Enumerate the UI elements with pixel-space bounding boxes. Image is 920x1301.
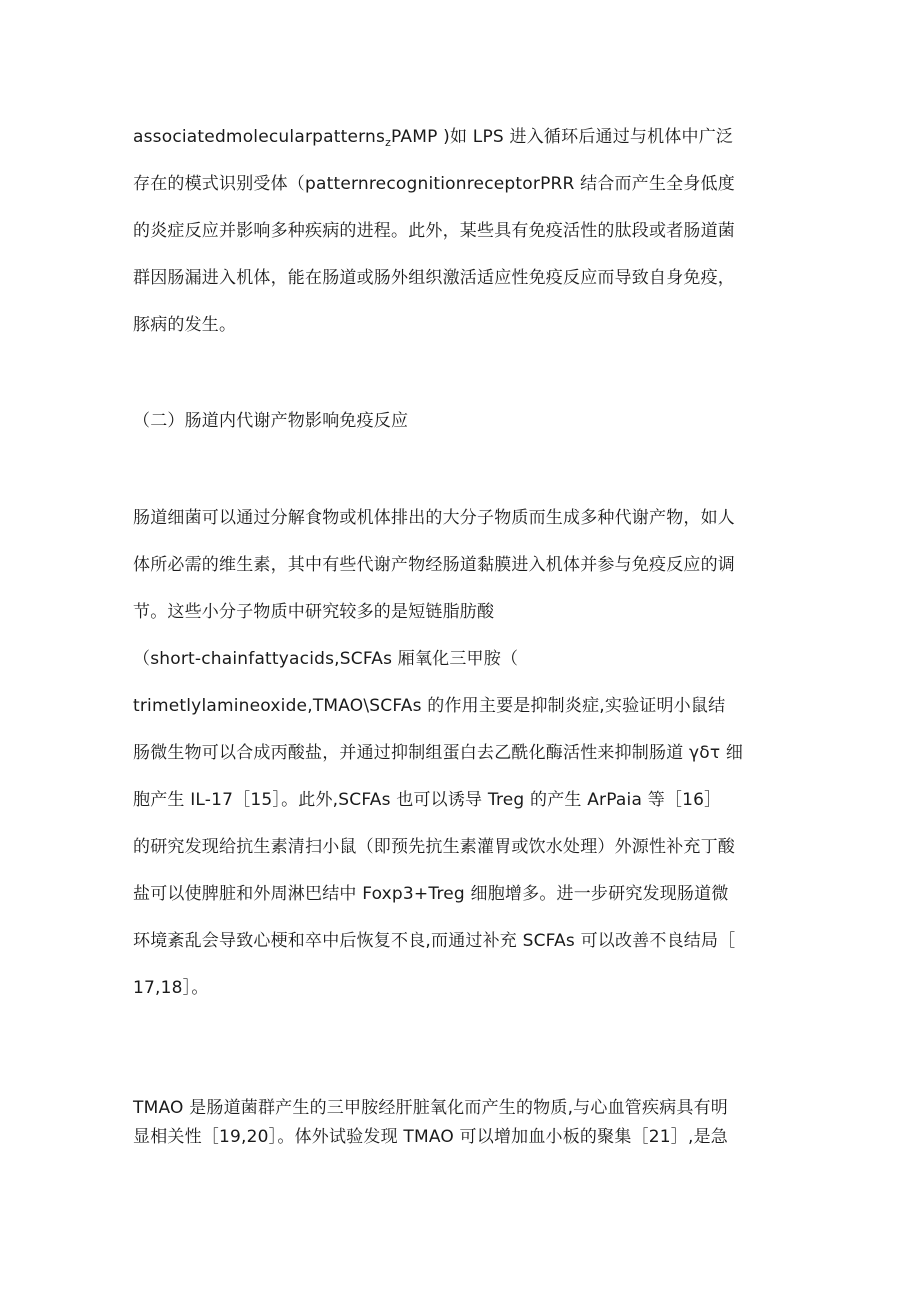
paragraph-1-line-4: 群因肠漏进入机体，能在肠道或肠外组织激活适应性免疫反应而导致自身免疫， xyxy=(133,268,735,288)
text-run: associatedmolecularpatterns xyxy=(133,127,386,147)
text-run: PAMP )如 LPS 进入循环后通过与机体中广泛 xyxy=(391,127,734,147)
subscript-char: z xyxy=(385,136,392,149)
paragraph-2-line-4: （short-chainfattyacids,SCFAs 厢氧化三甲胺（ xyxy=(133,649,519,669)
paragraph-1-line-3: 的炎症反应并影响多种疾病的进程。此外，某些具有免疫活性的肽段或者肠道菌 xyxy=(133,221,735,241)
paragraph-1-line-5: 豚病的发生。 xyxy=(133,315,237,335)
paragraph-2-line-10: 环境紊乱会导致心梗和卒中后恢复不良,而通过补充 SCFAs 可以改善不良结局［ xyxy=(133,931,736,951)
paragraph-2-line-9: 盐可以使脾脏和外周淋巴结中 Foxp3+Treg 细胞增多。进一步研究发现肠道微 xyxy=(133,884,729,904)
paragraph-2-line-1: 肠道细菌可以通过分解食物或机体排出的大分子物质而生成多种代谢产物，如人 xyxy=(133,508,735,528)
paragraph-3-line-2: 显相关性［19,20］。体外试验发现 TMAO 可以增加血小板的聚集［21］,是急 xyxy=(133,1127,728,1147)
paragraph-2-line-8: 的研究发现给抗生素清扫小鼠（即预先抗生素灌胃或饮水处理）外源性补充丁酸 xyxy=(133,837,735,857)
paragraph-2-line-11: 17,18］。 xyxy=(133,978,209,998)
paragraph-2-line-7: 胞产生 IL-17［15］。此外,SCFAs 也可以诱导 Treg 的产生 ArPaia 等［16］ xyxy=(133,790,722,810)
section-heading: （二）肠道内代谢产物影响免疫反应 xyxy=(133,411,409,431)
paragraph-2-line-5: trimetlylamineoxide,TMAO\SCFAs 的作用主要是抑制炎症,实验证明小鼠结 xyxy=(133,696,726,716)
paragraph-1-line-2: 存在的模式识别受体（patternrecognitionreceptorPRR 结合而产生全身低度 xyxy=(133,174,735,194)
paragraph-3-line-1: TMAO 是肠道菌群产生的三甲胺经肝脏氧化而产生的物质,与心血管疾病具有明 xyxy=(133,1098,728,1118)
paragraph-1-line-1 xyxy=(133,125,803,155)
paragraph-2-line-6: 肠微生物可以合成丙酸盐，并通过抑制组蛋白去乙酰化酶活性来抑制肠道 γδτ 细 xyxy=(133,743,744,763)
paragraph-2-line-3: 节。这些小分子物质中研究较多的是短链脂肪酸 xyxy=(133,602,495,622)
paragraph-2-line-2: 体所必需的维生素，其中有些代谢产物经肠道黏膜进入机体并参与免疫反应的调 xyxy=(133,555,735,575)
